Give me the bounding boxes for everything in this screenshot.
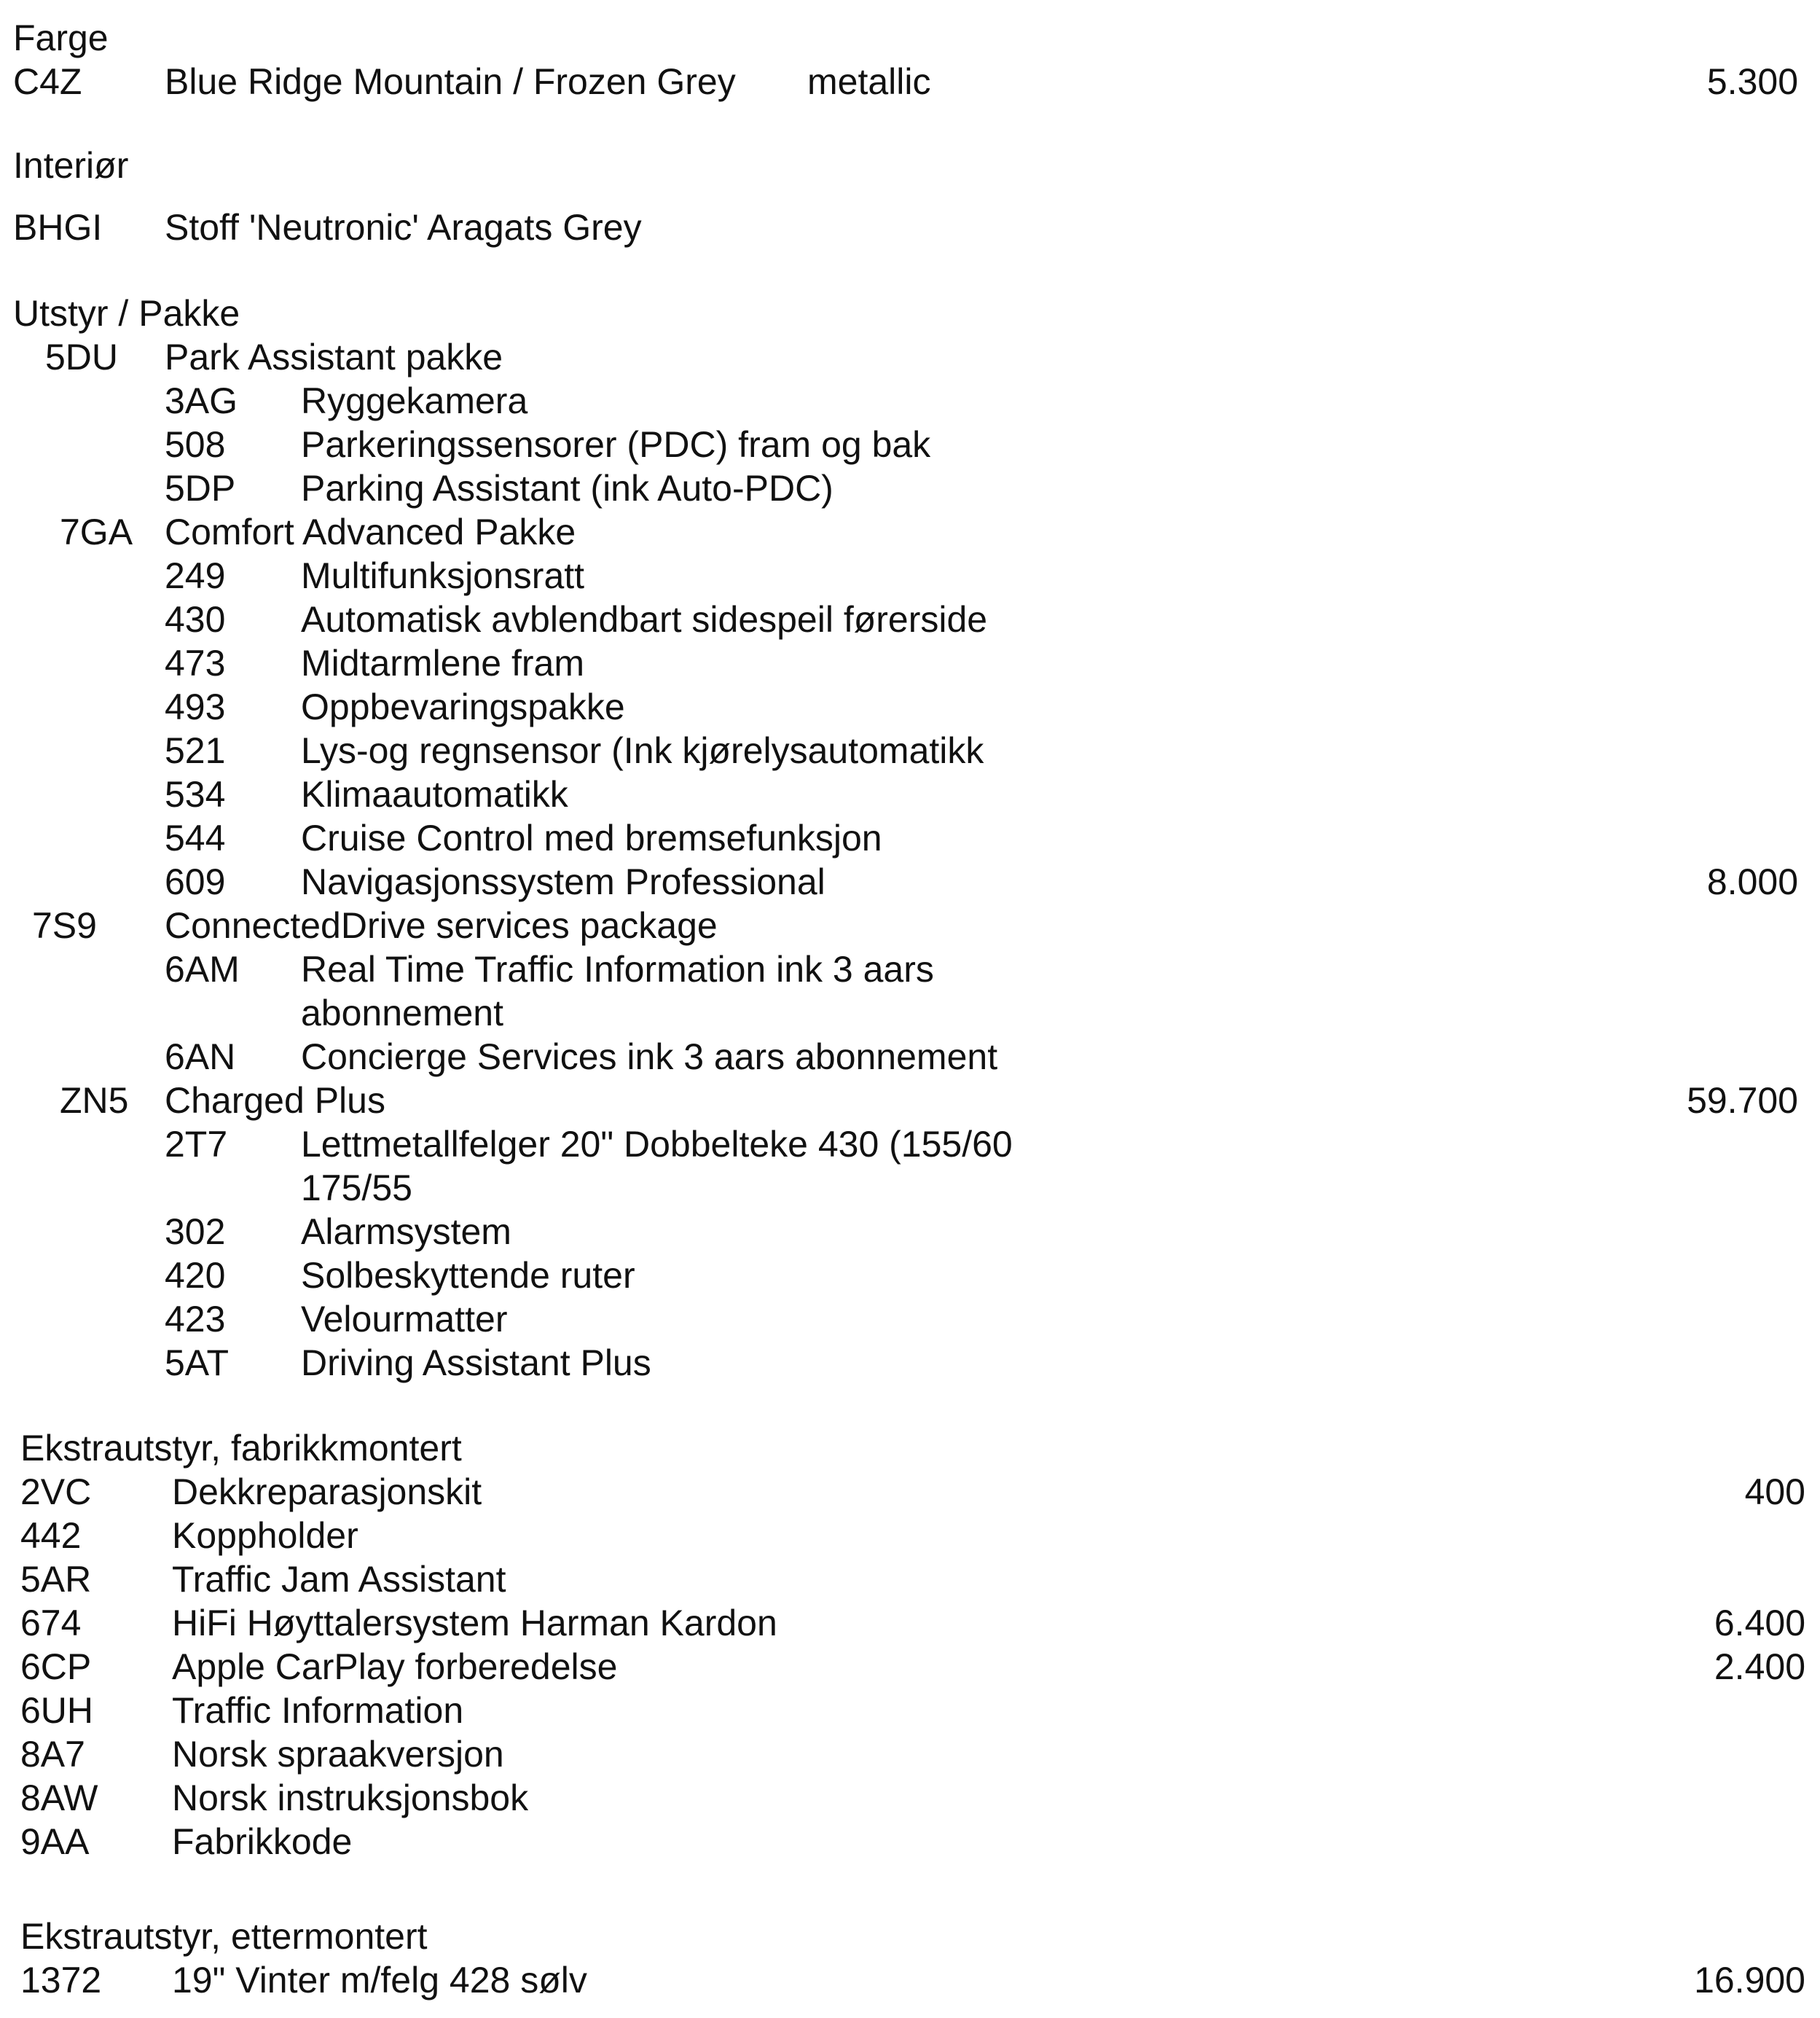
factory-item-code: 2VC <box>20 1471 92 1512</box>
subitem-code: 6AM <box>165 949 240 990</box>
subitem-name: Midtarmlene fram <box>301 643 584 684</box>
subitem-code: 430 <box>165 599 226 640</box>
subitem-name-continued: 175/55 <box>301 1168 412 1208</box>
subitem-name: Solbeskyttende ruter <box>301 1255 635 1296</box>
aftermarket-item-price: 16.900 <box>1694 1960 1805 2001</box>
subitem-code: 420 <box>165 1255 226 1296</box>
subitem-code: 609 <box>165 861 226 902</box>
factory-item-price: 6.400 <box>1714 1603 1805 1643</box>
package-code: ZN5 <box>60 1080 129 1121</box>
section-heading-interior: Interiør <box>13 145 129 186</box>
subitem-code: 5DP <box>165 468 236 509</box>
subitem-name: Real Time Traffic Information ink 3 aars <box>301 949 934 990</box>
subitem-code: 3AG <box>165 380 238 421</box>
factory-item-name: Norsk instruksjonsbok <box>172 1778 529 1818</box>
section-heading-farge: Farge <box>13 17 109 58</box>
subitem-code: 521 <box>165 730 226 771</box>
package-code: 7S9 <box>32 905 97 946</box>
factory-item-name: Traffic Jam Assistant <box>172 1559 506 1600</box>
package-code: 5DU <box>45 337 119 378</box>
subitem-name: Oppbevaringspakke <box>301 687 625 727</box>
factory-item-price: 400 <box>1744 1471 1805 1512</box>
subitem-code: 6AN <box>165 1036 236 1077</box>
section-heading-factory: Ekstrautstyr, fabrikkmontert <box>20 1428 462 1468</box>
subitem-code: 508 <box>165 424 226 465</box>
color-name: Blue Ridge Mountain / Frozen Grey <box>165 61 736 102</box>
factory-item-price: 2.400 <box>1714 1646 1805 1687</box>
subitem-name: Concierge Services ink 3 aars abonnement <box>301 1036 998 1077</box>
factory-item-code: 5AR <box>20 1559 92 1600</box>
factory-item-code: 8AW <box>20 1778 98 1818</box>
subitem-code: 473 <box>165 643 226 684</box>
subitem-name-continued: abonnement <box>301 993 504 1033</box>
subitem-code: 302 <box>165 1211 226 1252</box>
subitem-name: Alarmsystem <box>301 1211 511 1252</box>
aftermarket-item-name: 19" Vinter m/felg 428 sølv <box>172 1960 587 2001</box>
subitem-name: Velourmatter <box>301 1299 508 1340</box>
aftermarket-item-code: 1372 <box>20 1960 102 2001</box>
package-name: ConnectedDrive services package <box>165 905 718 946</box>
factory-item-code: 8A7 <box>20 1734 85 1775</box>
factory-item-name: Koppholder <box>172 1515 358 1556</box>
factory-item-name: Apple CarPlay forberedelse <box>172 1646 618 1687</box>
color-type: metallic <box>807 61 931 102</box>
subitem-name: Driving Assistant Plus <box>301 1342 651 1383</box>
factory-item-code: 6CP <box>20 1646 92 1687</box>
package-name: Park Assistant pakke <box>165 337 503 378</box>
color-price: 5.300 <box>1706 61 1798 102</box>
subitem-name: Automatisk avblendbart sidespeil førerside <box>301 599 988 640</box>
section-heading-packages: Utstyr / Pakke <box>13 293 240 334</box>
factory-item-name: Dekkreparasjonskit <box>172 1471 482 1512</box>
subitem-name: Cruise Control med bremsefunksjon <box>301 818 882 859</box>
color-code: C4Z <box>13 61 82 102</box>
subitem-name: Klimaautomatikk <box>301 774 568 815</box>
interior-name: Stoff 'Neutronic' Aragats Grey <box>165 207 642 248</box>
subitem-name: Lys-og regnsensor (Ink kjørelysautomatikk <box>301 730 984 771</box>
factory-item-name: Fabrikkode <box>172 1821 353 1862</box>
subitem-name: Parking Assistant (ink Auto-PDC) <box>301 468 833 509</box>
package-name: Charged Plus <box>165 1080 385 1121</box>
subitem-code: 534 <box>165 774 226 815</box>
subitem-name: Ryggekamera <box>301 380 528 421</box>
subitem-name: Navigasjonssystem Professional <box>301 861 825 902</box>
factory-item-name: HiFi Høyttalersystem Harman Kardon <box>172 1603 777 1643</box>
factory-item-name: Norsk spraakversjon <box>172 1734 504 1775</box>
subitem-code: 544 <box>165 818 226 859</box>
subitem-code: 2T7 <box>165 1124 228 1165</box>
interior-code: BHGI <box>13 207 103 248</box>
factory-item-code: 9AA <box>20 1821 90 1862</box>
subitem-code: 5AT <box>165 1342 229 1383</box>
section-heading-aftermarket: Ekstrautstyr, ettermontert <box>20 1916 428 1957</box>
subitem-name: Parkeringssensorer (PDC) fram og bak <box>301 424 931 465</box>
package-price: 59.700 <box>1687 1080 1798 1121</box>
subitem-code: 423 <box>165 1299 226 1340</box>
factory-item-name: Traffic Information <box>172 1690 464 1731</box>
factory-item-code: 6UH <box>20 1690 94 1731</box>
subitem-name: Multifunksjonsratt <box>301 555 585 596</box>
factory-item-code: 442 <box>20 1515 82 1556</box>
package-name: Comfort Advanced Pakke <box>165 512 576 552</box>
package-price: 8.000 <box>1706 861 1798 902</box>
package-code: 7GA <box>60 512 133 552</box>
subitem-name: Lettmetallfelger 20" Dobbelteke 430 (155/60 <box>301 1124 1013 1165</box>
factory-item-code: 674 <box>20 1603 82 1643</box>
subitem-code: 249 <box>165 555 226 596</box>
subitem-code: 493 <box>165 687 226 727</box>
